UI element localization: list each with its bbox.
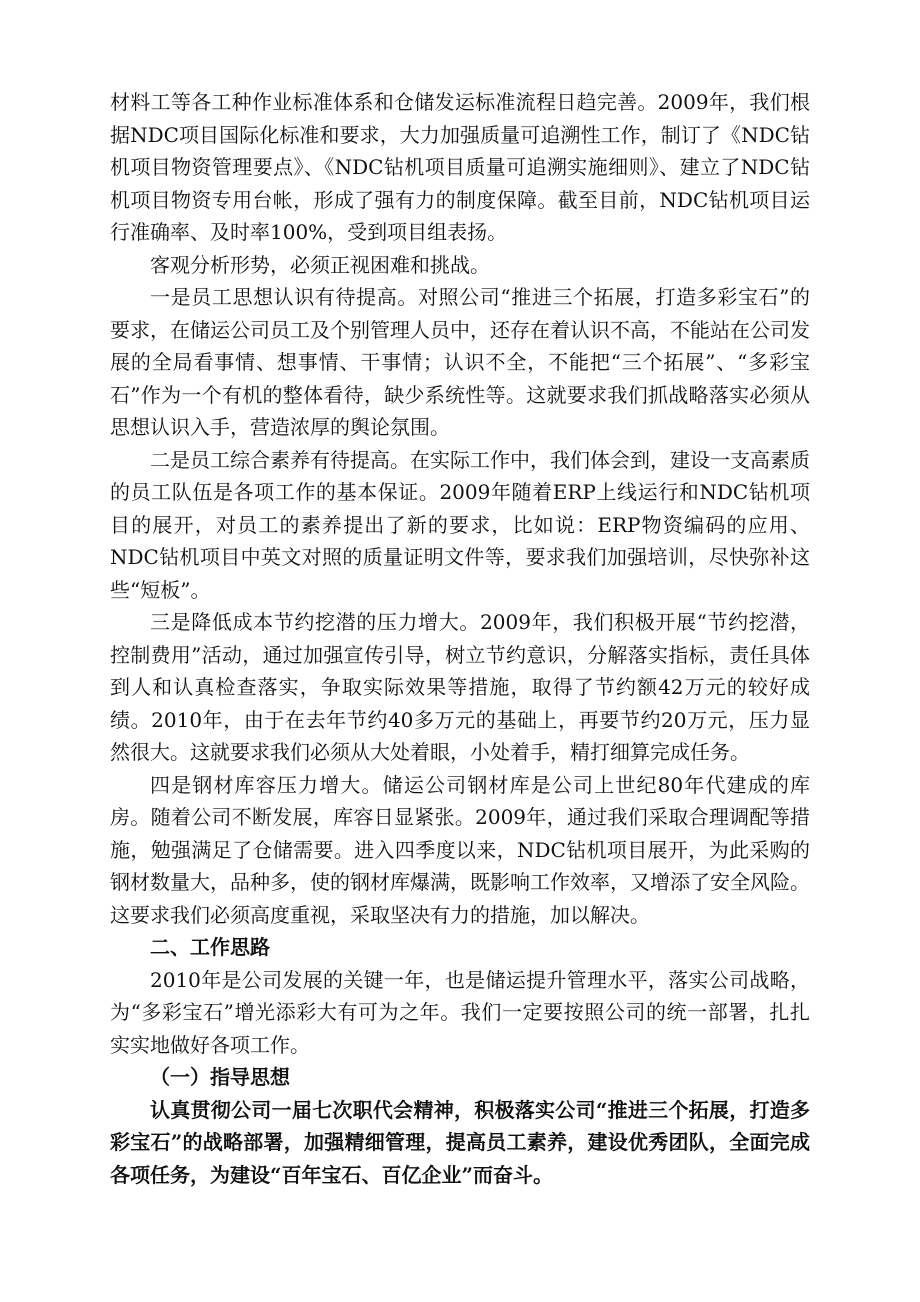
section-heading-work-ideas: 二、工作思路 bbox=[150, 935, 270, 959]
paragraph-2010-outlook: 2010年是公司发展的关键一年，也是储运提升管理水平，落实公司战略，为“多彩宝石”增光添彩大有可为之年。我们一定要按照公司的统一部署，扎扎实实地做好各项工作。 bbox=[110, 967, 810, 1057]
paragraph-point-one: 一是员工思想认识有待提高。对照公司“推进三个拓展，打造多彩宝石”的要求，在储运公司员工及个别管理人员中，还存在着认识不高，不能站在公司发展的全局看事情、想事情、干事情；认识不全，不能把“三个拓展”、“多彩宝石”作为一个有机的整体看待，缺少系统性等。这就要求我们抓战略落实必须从思想认识入手，营造浓厚的舆论氛围。 bbox=[110, 285, 810, 439]
document-body bbox=[110, 86, 810, 1191]
paragraph-continued: 材料工等各工种作业标准体系和仓储发运标准流程日趋完善。2009年，我们根据NDC项目国际化标准和要求，大力加强质量可追溯性工作，制订了《NDC钻机项目物资管理要点》、《NDC钻机项目质量可追溯实施细则》、建立了NDC钻机项目物资专用台帐，形成了强有力的制度保障。截至目前，NDC钻机项目运行准确率、及时率100%，受到项目组表扬。 bbox=[110, 90, 810, 244]
subsection-heading-guiding-thought: （一）指导思想 bbox=[150, 1065, 290, 1089]
paragraph-guiding-thought: 认真贯彻公司一届七次职代会精神，积极落实公司“推进三个拓展，打造多彩宝石”的战略部署，加强精细管理，提高员工素养，建设优秀团队，全面完成各项任务，为建设“百年宝石、百亿企业”而奋斗。 bbox=[110, 1097, 810, 1187]
paragraph-point-two: 二是员工综合素养有待提高。在实际工作中，我们体会到，建设一支高素质的员工队伍是各项工作的基本保证。2009年随着ERP上线运行和NDC钻机项目的展开，对员工的素养提出了新的要求，比如说：ERP物资编码的应用、NDC钻机项目中英文对照的质量证明文件等，要求我们加强培训，尽快弥补这些“短板”。 bbox=[110, 447, 810, 602]
paragraph-point-four: 四是钢材库容压力增大。储运公司钢材库是公司上世纪80年代建成的库房。随着公司不断发展，库容日显紧张。2009年，通过我们采取合理调配等措施，勉强满足了仓储需要。进入四季度以来，NDC钻机项目展开，为此采购的钢材数量大，品种多，使的钢材库爆满，既影响工作效率，又增添了安全风险。这要求我们必须高度重视，采取坚决有力的措施，加以解决。 bbox=[110, 772, 810, 927]
paragraph-point-three: 三是降低成本节约挖潜的压力增大。2009年，我们积极开展“节约挖潜，控制费用”活动，通过加强宣传引导，树立节约意识，分解落实指标，责任具体到人和认真检查落实，争取实际效果等措施，取得了节约额42万元的较好成绩。2010年，由于在去年节约40多万元的基础上，再要节约20万元，压力显然很大。这就要求我们必须从大处着眼，小处着手，精打细算完成任务。 bbox=[110, 610, 810, 764]
paragraph-situation-analysis: 客观分析形势，必须正视困难和挑战。 bbox=[150, 252, 490, 277]
